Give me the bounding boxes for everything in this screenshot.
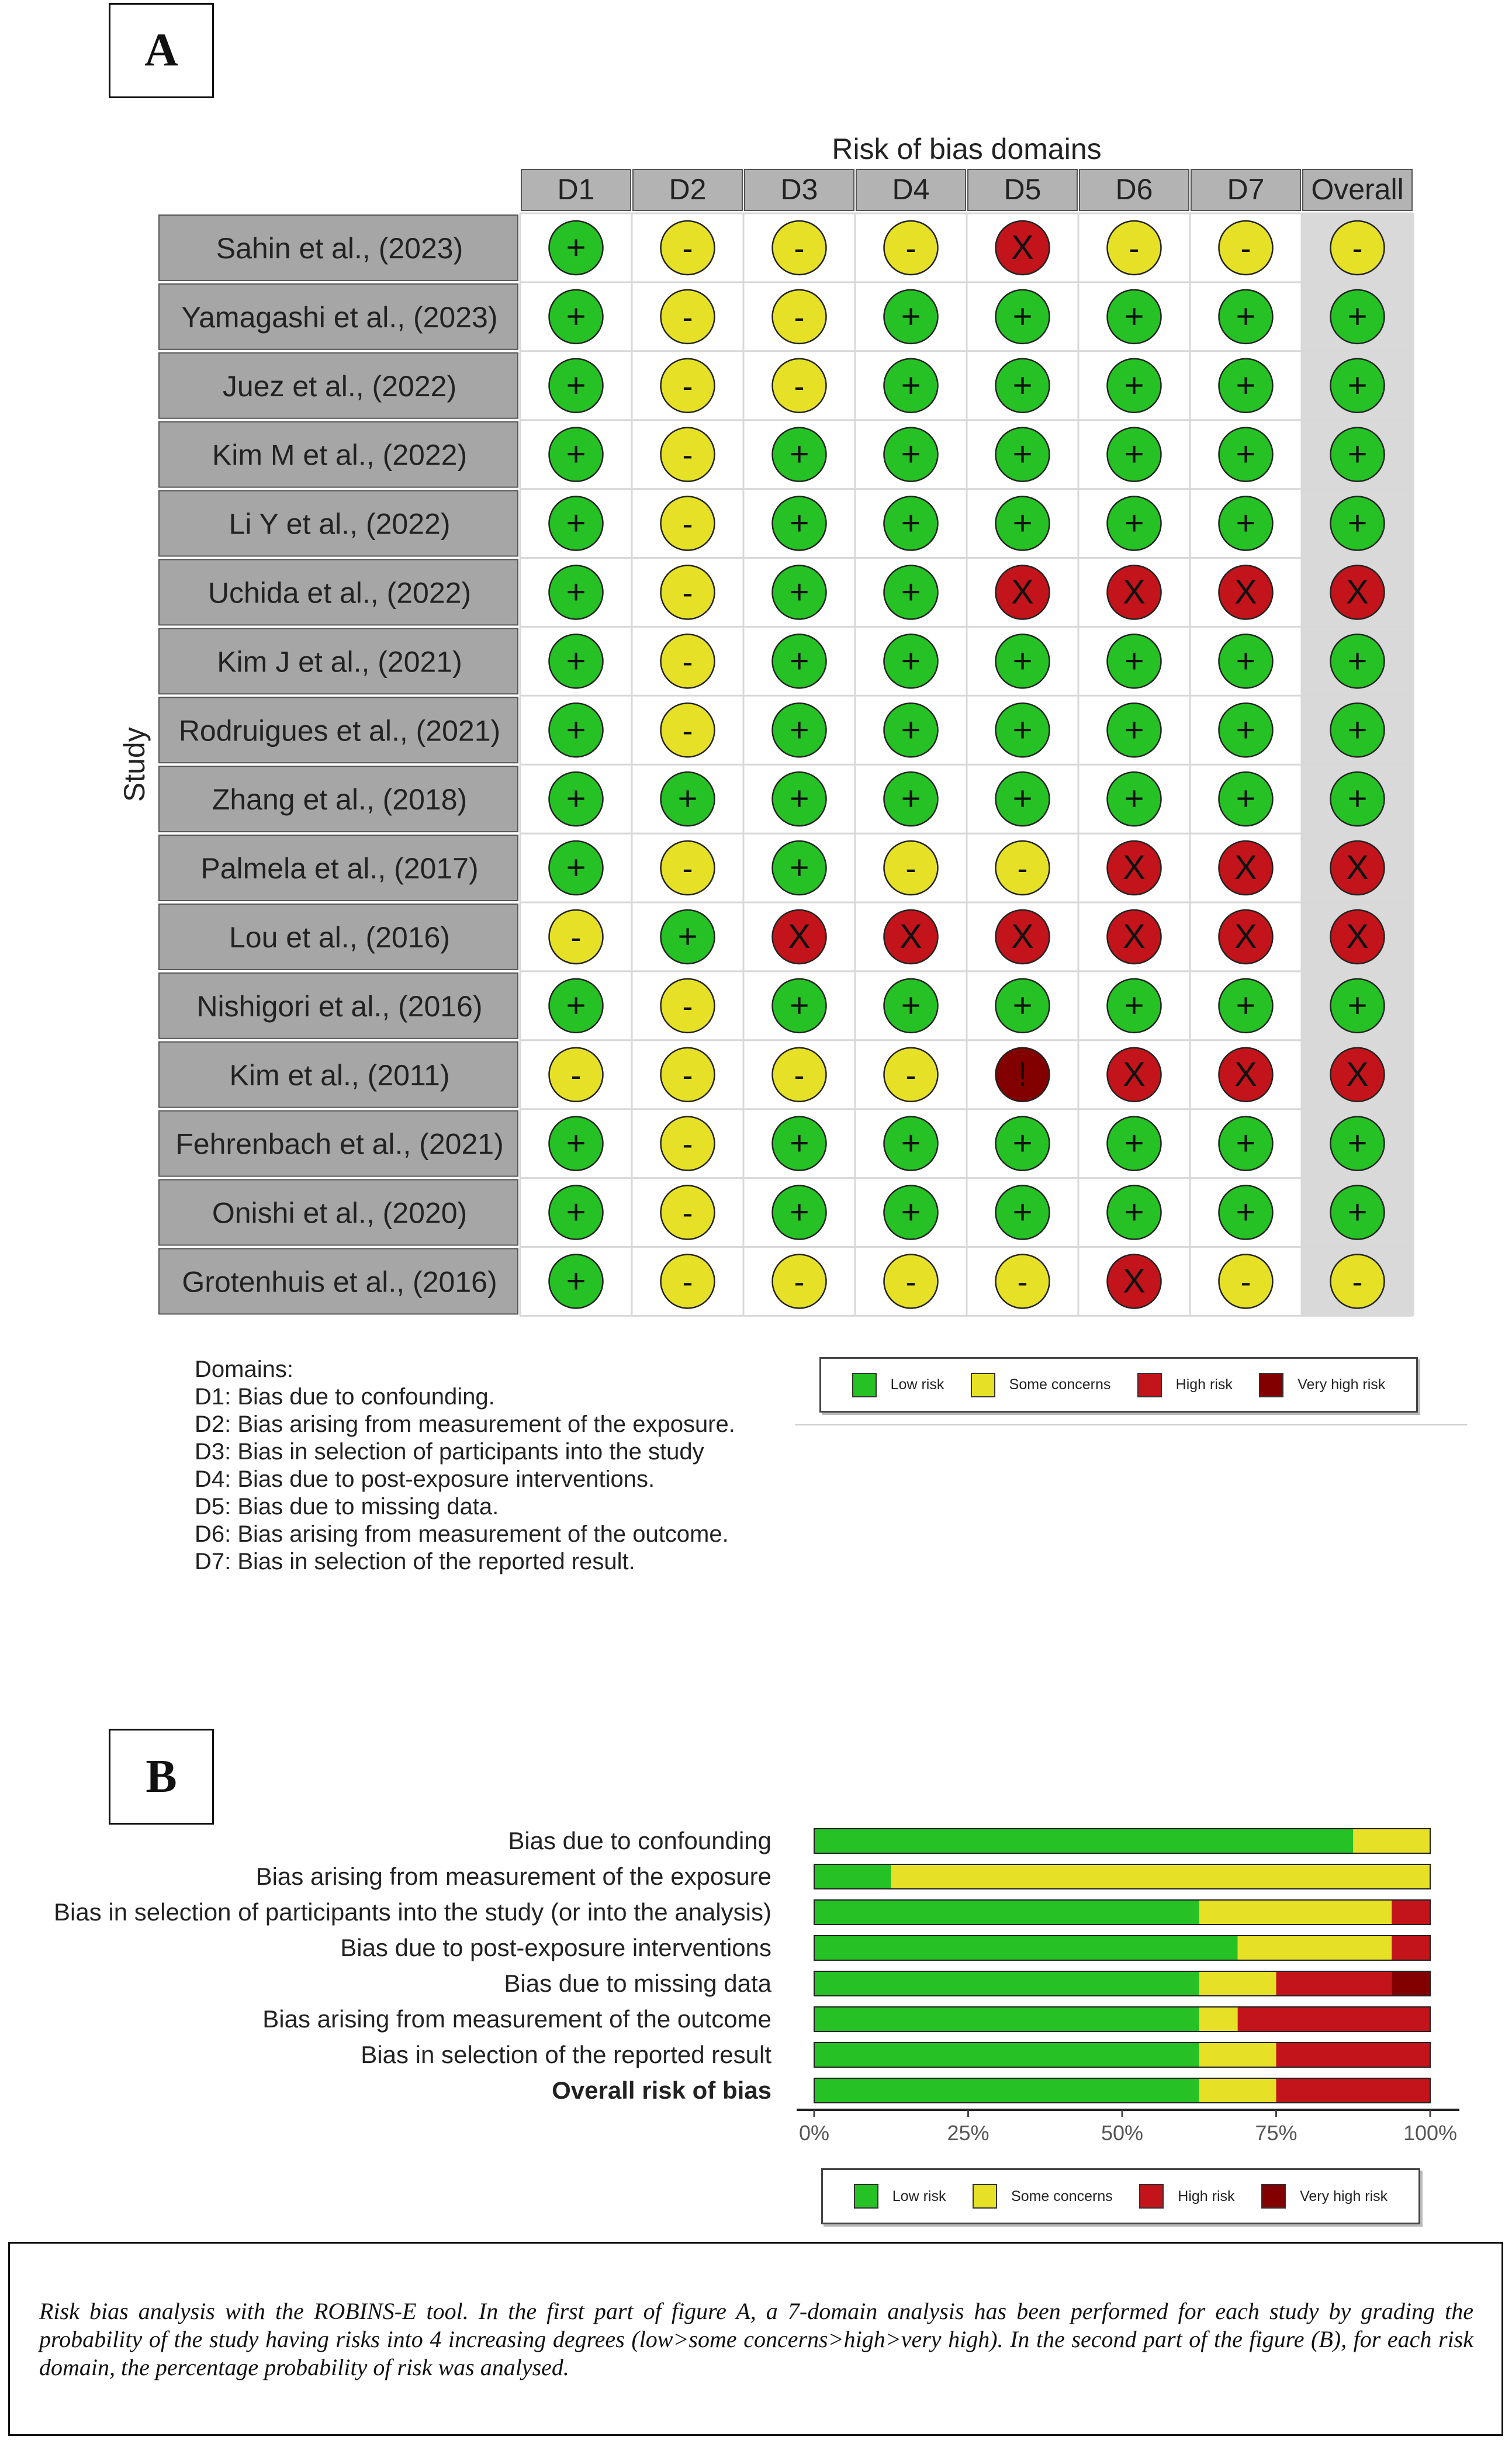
summary-legend-item-very-high-risk	[1261, 2184, 1388, 2209]
x-axis-tick-label: 75%	[1255, 2121, 1298, 2145]
rating-symbol: -	[794, 1264, 805, 1300]
rating-symbol: +	[1347, 642, 1368, 680]
rating-symbol: +	[1012, 780, 1033, 818]
rating-symbol: +	[1236, 504, 1256, 542]
rating-symbol: X	[1234, 917, 1257, 956]
summary-legend-item-some-concerns	[973, 2184, 1113, 2209]
rating-symbol: +	[566, 986, 586, 1025]
study-name: Grotenhuis et al., (2016)	[182, 1265, 497, 1299]
rating-symbol: -	[682, 437, 693, 473]
rating-symbol: +	[566, 366, 586, 404]
bar-segment-some-concerns	[1199, 1971, 1276, 1996]
bar-category-label: Bias due to post-exposure interventions	[340, 1934, 771, 1961]
legend-label-some: Some concerns	[1009, 1376, 1111, 1393]
domains-title: Domains:	[195, 1356, 293, 1382]
rating-symbol: -	[682, 1126, 693, 1162]
study-name: Kim et al., (2011)	[229, 1058, 450, 1092]
bar-category-label: Bias in selection of participants into the study (or into the analysis)	[54, 1898, 771, 1926]
domain-header-label: D6	[1115, 173, 1153, 206]
rating-symbol: +	[1236, 986, 1256, 1025]
domain-definitions	[195, 1356, 735, 1576]
summary-legend-label-low: Low risk	[892, 2188, 946, 2204]
domain-header-label: D2	[669, 173, 707, 206]
rating-symbol: -	[905, 1057, 916, 1093]
study-name: Juez et al., (2022)	[222, 369, 457, 403]
rating-symbol: +	[1124, 435, 1144, 473]
risk-of-bias-summary-chart	[0, 1800, 1512, 2221]
rating-symbol: X	[1123, 1262, 1146, 1300]
rating-symbol: +	[901, 711, 921, 749]
rating-symbol: +	[566, 573, 586, 611]
bar-segment-high-risk	[1392, 1900, 1430, 1925]
rating-symbol: +	[789, 711, 809, 749]
summary-legend-swatch-some	[973, 2184, 997, 2209]
bar-segment-low-risk	[814, 2078, 1199, 2103]
study-axis-label: Study	[118, 727, 151, 802]
x-axis-tick-label: 100%	[1403, 2121, 1458, 2145]
domain-header-label: D1	[557, 173, 595, 206]
rating-symbol: X	[1011, 573, 1034, 611]
rating-symbol: X	[1123, 917, 1146, 956]
rating-symbol: +	[789, 780, 809, 818]
rating-symbol: -	[682, 368, 693, 404]
rating-symbol: +	[901, 1124, 921, 1162]
legend-label-high: High risk	[1175, 1376, 1233, 1393]
rating-symbol: +	[789, 1193, 809, 1231]
rating-symbol: +	[901, 986, 921, 1025]
rating-symbol: +	[1347, 297, 1368, 335]
legend-item-very-high-risk	[1259, 1373, 1385, 1397]
rating-symbol: +	[566, 711, 586, 749]
bar-segment-some-concerns	[1199, 2078, 1276, 2103]
bar-segment-high-risk	[1276, 1971, 1392, 1996]
panel-b-label: B	[109, 1729, 214, 1825]
study-name: Uchida et al., (2022)	[207, 576, 472, 610]
rating-symbol: +	[789, 504, 809, 542]
bar-segment-low-risk	[814, 2007, 1199, 2031]
bar-segment-high-risk	[1276, 2078, 1431, 2103]
legend-swatch-some	[971, 1373, 995, 1397]
bar-category-label: Bias in selection of the reported result	[361, 2041, 771, 2068]
rating-symbol: !	[1018, 1055, 1027, 1093]
domain-d2-definition: D2: Bias arising from measurement of the exposure.	[195, 1411, 735, 1437]
panel-a-label: A	[109, 3, 214, 98]
rating-symbol: -	[682, 299, 693, 335]
rating-symbol: +	[1236, 1193, 1256, 1231]
rating-symbol: -	[905, 851, 916, 887]
domain-header-label: D4	[892, 173, 930, 206]
domain-d5-definition: D5: Bias due to missing data.	[195, 1494, 499, 1520]
bar-category-label: Bias arising from measurement of the outcome	[262, 2005, 771, 2033]
rating-symbol: +	[1124, 366, 1144, 404]
rating-symbol: +	[1347, 986, 1368, 1025]
domain-header-label: D5	[1004, 173, 1042, 206]
rating-symbol: +	[566, 642, 586, 680]
rating-symbol: +	[1236, 1124, 1256, 1162]
summary-legend-swatch-high	[1139, 2184, 1164, 2209]
rating-symbol: +	[1347, 1124, 1368, 1162]
rating-symbol: -	[682, 1057, 693, 1093]
bar-segment-very-high-risk	[1392, 1971, 1430, 1996]
rating-symbol: -	[682, 506, 693, 542]
rating-symbol: X	[1346, 917, 1369, 956]
rating-symbol: +	[1012, 366, 1033, 404]
rating-symbol: +	[901, 1193, 921, 1231]
rating-symbol: -	[905, 230, 916, 266]
legend-item-some-concerns	[971, 1373, 1111, 1397]
rating-symbol: X	[1234, 1055, 1257, 1093]
summary-legend-item-low-risk	[854, 2184, 946, 2209]
rating-symbol: +	[566, 849, 586, 887]
rating-symbol: +	[789, 986, 809, 1025]
rating-symbol: +	[1347, 711, 1368, 749]
rating-symbol: +	[1012, 711, 1033, 749]
rating-symbol: X	[1346, 573, 1369, 611]
rating-symbol: +	[789, 849, 809, 887]
rating-symbol: -	[794, 299, 805, 335]
rating-symbol: +	[677, 917, 698, 956]
rating-symbol: -	[1129, 230, 1140, 266]
rating-symbol: X	[899, 917, 922, 956]
rating-symbol: -	[794, 230, 805, 266]
rating-symbol: +	[789, 642, 809, 680]
rating-symbol: +	[566, 435, 586, 473]
domain-d4-definition: D4: Bias due to post-exposure interventions.	[195, 1466, 655, 1492]
rating-symbol: +	[1347, 1193, 1368, 1231]
study-name: Sahin et al., (2023)	[216, 231, 463, 265]
rating-symbol: +	[789, 1124, 809, 1162]
bar-segment-some-concerns	[1199, 1900, 1392, 1925]
rating-symbol: -	[682, 1195, 693, 1231]
rating-symbol: +	[1012, 504, 1033, 542]
legend-divider-line	[795, 1424, 1467, 1425]
bar-segment-low-risk	[814, 1864, 891, 1889]
study-name: Onishi et al., (2020)	[212, 1196, 468, 1230]
study-name: Fehrenbach et al., (2021)	[175, 1127, 504, 1161]
domain-d1-definition: D1: Bias due to confounding.	[195, 1384, 495, 1410]
rating-symbol: +	[901, 573, 921, 611]
summary-legend-label-very-high: Very high risk	[1300, 2188, 1388, 2204]
study-name: Zhang et al., (2018)	[212, 783, 468, 816]
rating-symbol: +	[901, 504, 921, 542]
rating-symbol: +	[566, 1262, 586, 1300]
rating-symbol: -	[794, 368, 805, 404]
rating-symbol: +	[901, 366, 921, 404]
bar-segment-some-concerns	[1353, 1829, 1430, 1853]
rating-symbol: +	[901, 435, 921, 473]
bar-segment-high-risk	[1238, 2007, 1430, 2031]
rating-symbol: -	[682, 230, 693, 266]
bar-segment-high-risk	[1276, 2043, 1431, 2067]
rating-symbol: +	[1124, 711, 1144, 749]
bar-segment-some-concerns	[891, 1864, 1430, 1889]
rating-symbol: +	[1124, 780, 1144, 818]
legend-label-very-high: Very high risk	[1298, 1376, 1386, 1393]
rating-symbol: +	[1012, 986, 1033, 1025]
rating-symbol: +	[1124, 1124, 1144, 1162]
rating-symbol: +	[1236, 366, 1256, 404]
summary-legend-label-some: Some concerns	[1011, 2188, 1113, 2204]
domain-header-label: D3	[780, 173, 818, 206]
rating-symbol: +	[1012, 297, 1033, 335]
rating-symbol: +	[1012, 642, 1033, 680]
rating-symbol: -	[1240, 230, 1251, 266]
bar-category-label: Bias due to confounding	[508, 1827, 771, 1854]
rating-symbol: -	[682, 713, 693, 749]
rating-symbol: +	[1347, 780, 1368, 818]
rating-symbol: -	[682, 644, 693, 680]
legend-item-high-risk	[1137, 1373, 1233, 1397]
summary-legend-item-high-risk	[1139, 2184, 1234, 2209]
legend-label-low: Low risk	[890, 1376, 944, 1393]
domain-d6-definition: D6: Bias arising from measurement of the outcome.	[195, 1521, 729, 1547]
bar-category-label: Bias due to missing data	[504, 1970, 771, 1997]
domain-d7-definition: D7: Bias in selection of the reported result.	[195, 1549, 635, 1574]
rating-symbol: +	[1347, 366, 1368, 404]
x-axis-tick-label: 25%	[947, 2121, 989, 2145]
summary-legend	[821, 2168, 1420, 2224]
bar-segment-some-concerns	[1199, 2007, 1238, 2031]
rating-symbol: -	[1352, 1264, 1363, 1300]
domain-header-label: D7	[1227, 173, 1265, 206]
rating-symbol: -	[1352, 230, 1363, 266]
rating-symbol: +	[677, 780, 698, 818]
rating-symbol: +	[1124, 642, 1144, 680]
x-axis-tick-label: 0%	[798, 2121, 830, 2145]
rating-symbol: X	[1234, 573, 1257, 611]
rating-symbol: +	[1012, 1124, 1033, 1162]
rating-symbol: X	[1234, 849, 1257, 887]
rating-symbol: +	[566, 780, 586, 818]
rating-symbol: +	[1236, 435, 1256, 473]
legend-item-low-risk	[852, 1373, 944, 1397]
rating-symbol: +	[566, 297, 586, 335]
rating-symbol: +	[1236, 780, 1256, 818]
bar-category-label: Bias arising from measurement of the exposure	[255, 1863, 771, 1890]
chart-title: Risk of bias domains	[832, 133, 1102, 165]
rating-symbol: -	[1017, 1264, 1028, 1300]
rating-symbol: +	[1124, 986, 1144, 1025]
study-name: Rodruigues et al., (2021)	[178, 714, 501, 747]
bar-segment-some-concerns	[1238, 1936, 1392, 1960]
study-name: Kim J et al., (2021)	[217, 645, 462, 679]
bar-segment-high-risk	[1392, 1936, 1430, 1960]
rating-symbol: +	[1124, 297, 1144, 335]
rating-symbol: +	[566, 228, 586, 267]
bar-segment-some-concerns	[1199, 2043, 1276, 2067]
rating-symbol: +	[1124, 504, 1144, 542]
rating-symbol: +	[1236, 297, 1256, 335]
bar-segment-low-risk	[814, 1971, 1199, 1996]
rating-symbol: -	[570, 1057, 582, 1093]
rating-symbol: -	[570, 919, 582, 955]
rating-symbol: X	[1011, 228, 1034, 267]
legend-swatch-very-high	[1259, 1373, 1283, 1397]
rating-symbol: X	[1011, 917, 1034, 956]
rating-symbol: -	[1240, 1264, 1251, 1300]
study-name: Kim M et al., (2022)	[212, 438, 468, 472]
rating-symbol: +	[1012, 1193, 1033, 1231]
rating-symbol: -	[1017, 851, 1028, 887]
summary-legend-swatch-low	[854, 2184, 878, 2209]
bar-segment-low-risk	[814, 2043, 1199, 2067]
study-name: Lou et al., (2016)	[229, 920, 451, 954]
rating-symbol: +	[1012, 435, 1033, 473]
rating-symbol: X	[788, 917, 811, 956]
rating-symbol: -	[794, 1057, 805, 1093]
rating-symbol: -	[905, 1264, 916, 1300]
rating-symbol: +	[1236, 642, 1256, 680]
traffic-light-legend	[819, 1357, 1418, 1413]
rating-symbol: +	[901, 780, 921, 818]
rating-symbol: -	[682, 575, 693, 611]
bar-segment-low-risk	[814, 1936, 1238, 1960]
rating-symbol: +	[789, 435, 809, 473]
summary-legend-label-high: High risk	[1178, 2188, 1235, 2204]
rating-symbol: X	[1346, 849, 1369, 887]
rating-symbol: +	[566, 504, 586, 542]
rating-symbol: -	[682, 1264, 693, 1300]
x-axis-tick-label: 50%	[1101, 2121, 1144, 2145]
bar-category-label: Overall risk of bias	[552, 2076, 771, 2104]
rating-symbol: -	[682, 988, 693, 1024]
rating-symbol: +	[901, 642, 921, 680]
rating-symbol: X	[1346, 1055, 1369, 1093]
study-name: Li Y et al., (2022)	[229, 507, 451, 541]
study-name: Yamagashi et al., (2023)	[181, 300, 498, 334]
bar-segment-low-risk	[814, 1829, 1353, 1853]
bar-segment-low-risk	[814, 1900, 1199, 1925]
study-name: Nishigori et al., (2016)	[196, 989, 483, 1023]
rating-symbol: X	[1123, 573, 1146, 611]
legend-swatch-low	[852, 1373, 877, 1397]
summary-legend-swatch-very-high	[1261, 2184, 1286, 2209]
rating-symbol: +	[1347, 504, 1368, 542]
domain-header-label: Overall	[1311, 173, 1404, 206]
figure-caption: Risk bias analysis with the ROBINS-E tool. In the first part of figure A, a 7-domain analysis has been performed for each study by grading the probability of the study having risks into 4 increasing degrees (low>some concerns>high>very high). In the second part of the figure (B), for each risk domain, the percentage probability of risk was analysed.	[8, 2242, 1503, 2436]
rating-symbol: +	[566, 1193, 586, 1231]
rating-symbol: +	[901, 297, 921, 335]
rating-symbol: +	[789, 573, 809, 611]
rating-symbol: X	[1123, 1055, 1146, 1093]
rating-symbol: +	[1236, 711, 1256, 749]
rating-symbol: +	[1347, 435, 1368, 473]
legend-swatch-high	[1137, 1373, 1162, 1397]
rating-symbol: +	[1124, 1193, 1144, 1231]
rating-symbol: -	[682, 851, 693, 887]
rating-symbol: X	[1123, 849, 1146, 887]
study-name: Palmela et al., (2017)	[200, 852, 479, 885]
rating-symbol: +	[566, 1124, 586, 1162]
domain-d3-definition: D3: Bias in selection of participants into the study	[195, 1439, 704, 1465]
